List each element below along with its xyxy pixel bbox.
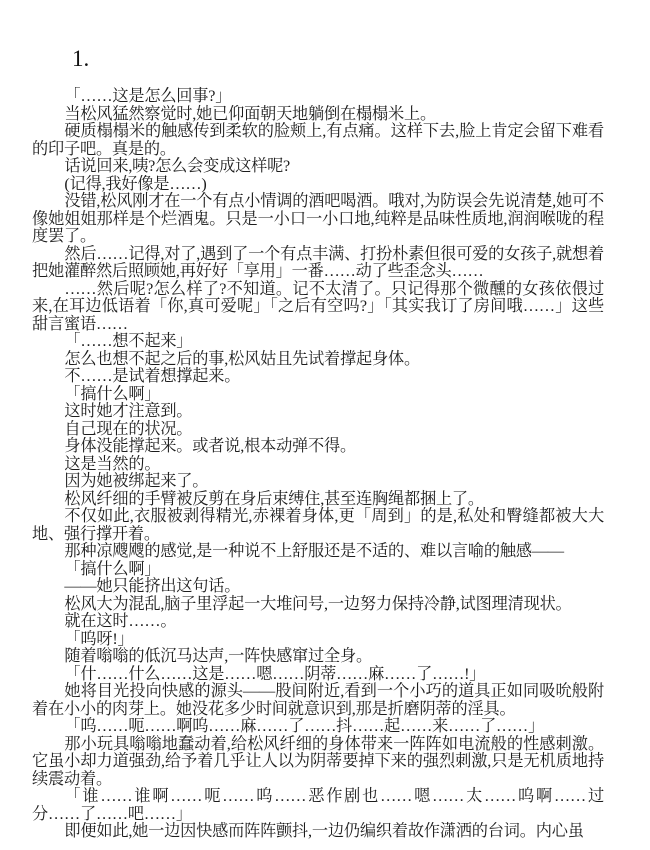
paragraph: 硬质榻榻米的触感传到柔软的脸颊上,有点痛。这样下去,脸上肯定会留下难看的印子吧。真是的。 bbox=[32, 122, 604, 158]
paragraph: 那种凉飕飕的感觉,是一种说不上舒服还是不适的、难以言喻的触感—— bbox=[64, 542, 564, 560]
paragraph: 「呜呀!」 bbox=[64, 629, 134, 648]
paragraph: 因为她被绑起来了。 bbox=[64, 472, 209, 490]
paragraph: 然后……记得,对了,遇到了一个有点丰满、打扮朴素但很可爱的女孩子,就想着把她灌醉然后照顾她,再好好「享用」一番……动了些歪念头…… bbox=[32, 244, 604, 280]
paragraph: ——她只能挤出这句话。 bbox=[64, 577, 241, 595]
paragraph: 「呜……呃……啊呜……麻……了……抖……起……来……了……」 bbox=[64, 717, 545, 735]
paragraph: ……然后呢?怎么样了?不知道。记不太清了。只记得那个微醺的女孩依偎过来,在耳边低语着「你,真可爱呢」「之后有空吗?」「其实我订了房间哦……」这些甜言蜜语…… bbox=[32, 279, 604, 333]
section-number: 1. bbox=[72, 46, 90, 71]
paragraph: 不……是试着想撑起来。 bbox=[64, 367, 241, 385]
paragraph: 「……想不起来」 bbox=[64, 332, 193, 350]
paragraph: 即便如此,她一边因快感而阵阵颤抖,一边仍编织着故作潇洒的台词。内心虽 bbox=[64, 822, 584, 840]
paragraph: 怎么也想不起之后的事,松风姑且先试着撑起身体。 bbox=[64, 349, 420, 368]
paragraph: 没错,松风刚才在一个有点小情调的酒吧喝酒。哦对,为防误会先说清楚,她可不像她姐姐那样是个烂酒鬼。只是一小口一小口地,纯粹是品味性质地,润润喉咙的程度罢了。 bbox=[32, 192, 604, 245]
paragraph: 松风大为混乱,脑子里浮起一大堆问号,一边努力保持冷静,试图理清现状。 bbox=[64, 594, 572, 613]
paragraph: 她将目光投向快感的源头——股间附近,看到一个小巧的道具正如同吸吮般附着在小小的肉芽上。她没花多少时间就意识到,那是折磨阴蒂的淫具。 bbox=[32, 682, 604, 718]
paragraph: 「搞什么啊」 bbox=[64, 384, 161, 403]
paragraph: 当松风猛然察觉时,她已仰面朝天地躺倒在榻榻米上。 bbox=[64, 104, 436, 123]
paragraph: 这是当然的。 bbox=[64, 454, 161, 473]
paragraph: (记得,我好像是……) bbox=[64, 174, 207, 193]
paragraph: 「什……什么……这是……嗯……阴蒂……麻……了……!」 bbox=[64, 664, 486, 683]
paragraph: 随着嗡嗡的低沉马达声,一阵快感窜过全身。 bbox=[64, 647, 372, 665]
paragraph: 「……这是怎么回事?」 bbox=[64, 87, 232, 105]
paragraph: 「谁……谁啊……呃……呜……恶作剧也……嗯……太……呜啊……过分……了……吧……」 bbox=[32, 787, 604, 823]
paragraph: 自己现在的状况。 bbox=[64, 419, 193, 438]
paragraph: 就在这时……。 bbox=[64, 612, 177, 630]
paragraph: 身体没能撑起来。或者说,根本动弹不得。 bbox=[64, 437, 357, 455]
paragraph: 话说回来,咦?怎么会变成这样呢? bbox=[64, 157, 291, 175]
paragraph: 「搞什么啊」 bbox=[64, 559, 161, 578]
paragraph: 这时她才注意到。 bbox=[64, 402, 193, 420]
paragraph: 松风纤细的手臂被反剪在身后束缚住,甚至连胸绳都捆上了。 bbox=[64, 489, 484, 508]
body-text bbox=[32, 88, 604, 841]
paragraph: 那小玩具嗡嗡地蠢动着,给松风纤细的身体带来一阵阵如电流般的性感刺激。它虽小却力道强劲,给予着几乎让人以为阴蒂要掉下来的强烈刺激,只是无机质地持续震动着。 bbox=[32, 734, 604, 788]
paragraph: 不仅如此,衣服被剥得精光,赤裸着身体,更「周到」的是,私处和臀缝都被大大地、强行撑开着。 bbox=[32, 507, 604, 543]
